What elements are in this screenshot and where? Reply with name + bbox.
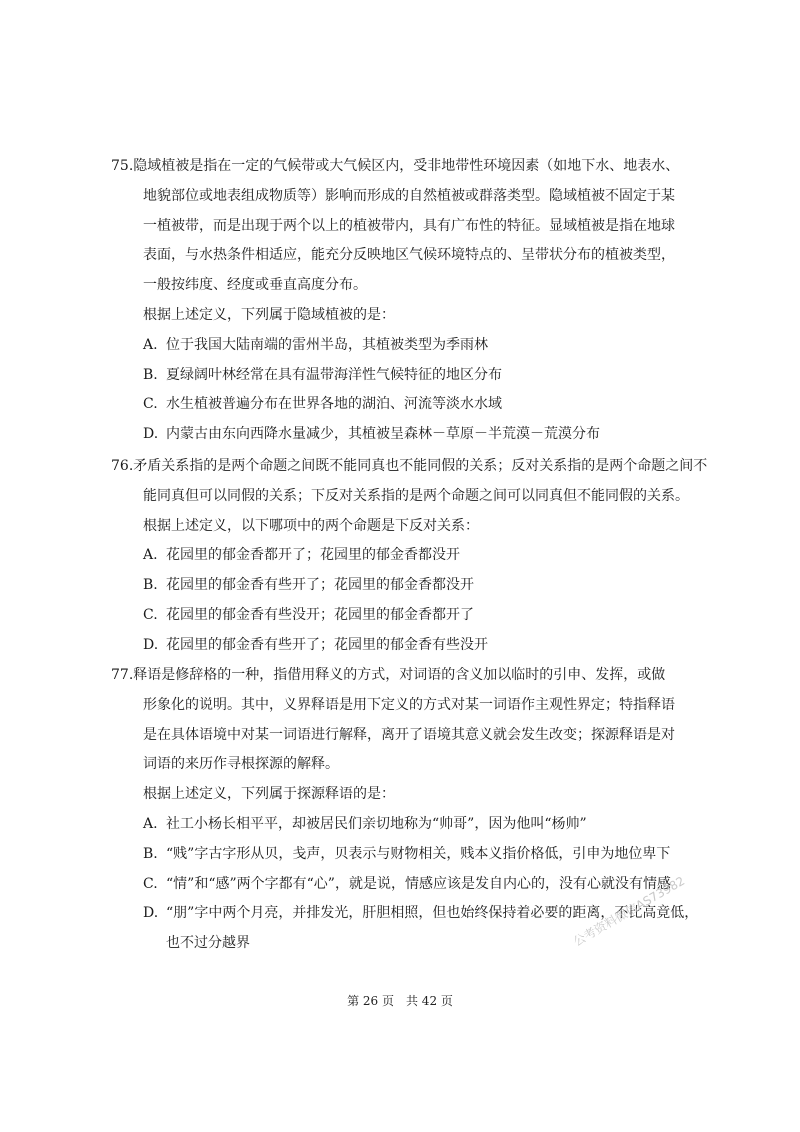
watermark: 公考资料微信AS73982 bbox=[571, 873, 688, 949]
question-number: 75. bbox=[111, 158, 134, 174]
option-text: 社工小杨长相平平，却被居民们亲切地称为“帅哥”，因为他叫“杨帅” bbox=[166, 815, 587, 832]
option-d bbox=[112, 420, 702, 450]
option-a bbox=[112, 541, 702, 571]
option-key: C. bbox=[143, 875, 158, 892]
option-key: B. bbox=[143, 577, 158, 594]
question-number: 77. bbox=[111, 667, 134, 683]
option-b bbox=[112, 571, 702, 601]
option-c bbox=[112, 870, 702, 900]
option-key: A. bbox=[143, 815, 158, 832]
question-prompt: 根据上述定义，下列属于隐域植被的是： bbox=[143, 306, 395, 323]
option-text: 花园里的郁金香有些开了；花园里的郁金香有些没开 bbox=[166, 636, 488, 653]
stem-line: 形象化的说明。其中，义界释语是用下定义的方式对某一词语作主观性界定；特指释语 bbox=[143, 696, 675, 713]
question-prompt: 根据上述定义，下列属于探源释语的是： bbox=[143, 786, 395, 803]
option-key: B. bbox=[143, 366, 158, 383]
option-text: “贱”字古字形从贝，戋声，贝表示与财物相关，贱本义指价格低，引申为地位卑下 bbox=[166, 845, 671, 862]
question-75 bbox=[112, 152, 702, 450]
option-text: 位于我国大陆南端的雷州半岛，其植被类型为季雨林 bbox=[166, 336, 488, 353]
option-text: “朋”字中两个月亮，并排发光，肝胆相照，但也始终保持着必要的距离，不比高竟低，也不过分越界 bbox=[166, 905, 699, 952]
option-text: 花园里的郁金香有些没开；花园里的郁金香都开了 bbox=[166, 606, 474, 623]
stem-line: 隐域植被是指在一定的气候带或大气候区内，受非地带性环境因素（如地下水、地表水、 bbox=[133, 158, 680, 174]
stem-line: 一般按纬度、经度或垂直高度分布。 bbox=[143, 277, 367, 294]
stem-line: 矛盾关系指的是两个命题之间既不能同真也不能同假的关系；反对关系指的是两个命题之间不 bbox=[133, 458, 708, 474]
question-prompt: 根据上述定义，以下哪项中的两个命题是下反对关系： bbox=[143, 517, 479, 534]
option-key: C. bbox=[143, 396, 158, 413]
option-key: C. bbox=[143, 606, 158, 623]
option-d bbox=[112, 631, 702, 661]
option-text: 水生植被普遍分布在世界各地的湖泊、河流等淡水水域 bbox=[166, 396, 502, 413]
option-key: D. bbox=[143, 905, 159, 922]
option-a bbox=[112, 810, 702, 840]
option-a bbox=[112, 331, 702, 361]
question-76 bbox=[111, 452, 708, 661]
option-c bbox=[112, 390, 702, 420]
question-number: 76. bbox=[111, 458, 134, 474]
option-text: 内蒙古由东向西降水量减少，其植被呈森林－草原－半荒漠－荒漠分布 bbox=[166, 426, 600, 443]
option-b bbox=[112, 361, 702, 391]
option-key: D. bbox=[143, 426, 159, 443]
stem-line: 词语的来历作寻根探源的解释。 bbox=[143, 756, 339, 773]
option-text: 花园里的郁金香都开了；花园里的郁金香都没开 bbox=[166, 547, 460, 564]
option-c bbox=[112, 601, 702, 631]
option-key: A. bbox=[143, 547, 158, 564]
stem-line: 释语是修辞格的一种，指借用释义的方式，对词语的含义加以临时的引申、发挥，或做 bbox=[133, 667, 666, 683]
option-key: A. bbox=[143, 336, 158, 353]
stem-line: 一植被带，而是出现于两个以上的植被带内，具有广布性的特征。显域植被是指在地球 bbox=[143, 217, 675, 234]
option-b bbox=[112, 840, 702, 870]
option-key: D. bbox=[143, 636, 159, 653]
option-text: 花园里的郁金香有些开了；花园里的郁金香都没开 bbox=[166, 577, 474, 594]
stem-line: 是在具体语境中对某一词语进行解释，离开了语境其意义就会发生改变；探源释语是对 bbox=[143, 726, 675, 743]
stem-line: 地貌部位或地表组成物质等）影响而形成的自然植被或群落类型。隐域植被不固定于某 bbox=[143, 187, 675, 204]
option-text: “情”和“感”两个字都有“心”，就是说，情感应该是发自内心的，没有心就没有情感 bbox=[166, 875, 671, 892]
option-key: B. bbox=[143, 845, 158, 862]
option-text: 夏绿阔叶林经常在具有温带海洋性气候特征的地区分布 bbox=[166, 366, 502, 383]
stem-line: 表面，与水热条件相适应，能充分反映地区气候环境特点的、呈带状分布的植被类型， bbox=[143, 247, 675, 264]
stem-line: 能同真但可以同假的关系；下反对关系指的是两个命题之间可以同真但不能同假的关系。 bbox=[143, 487, 689, 504]
page-footer: 第 26 页 共 42 页 bbox=[347, 994, 453, 1008]
